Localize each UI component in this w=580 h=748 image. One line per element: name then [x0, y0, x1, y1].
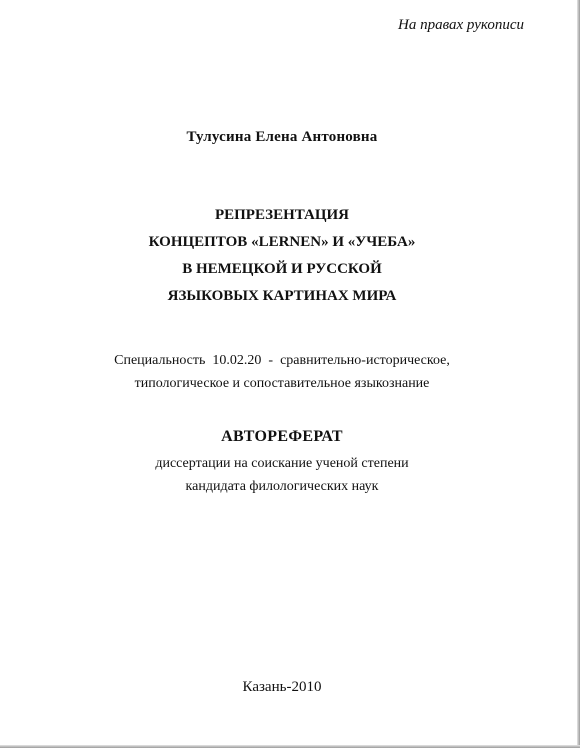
abstract-heading: АВТОРЕФЕРАТ	[221, 428, 343, 445]
specialty-block	[0, 349, 564, 395]
manuscript-rights-note: На правах рукописи	[398, 17, 524, 33]
title-line: ЯЗЫКОВЫХ КАРТИНАХ МИРА	[167, 288, 397, 304]
dissertation-title	[0, 202, 564, 310]
degree-block	[0, 452, 564, 498]
specialty-line: Специальность 10.02.20 - сравнительно-историческое,	[114, 353, 450, 368]
degree-line: кандидата филологических наук	[185, 479, 379, 494]
title-line: КОНЦЕПТОВ «LERNEN» И «УЧЕБА»	[148, 234, 416, 250]
title-line: В НЕМЕЦКОЙ И РУССКОЙ	[182, 261, 382, 277]
specialty-line: типологическое и сопоставительное языкознание	[134, 376, 430, 391]
degree-line: диссертации на соискание ученой степени	[155, 456, 409, 471]
author-name: Тулусина Елена Антоновна	[186, 129, 378, 145]
city-year: Казань-2010	[242, 679, 322, 695]
title-line: РЕПРЕЗЕНТАЦИЯ	[214, 207, 350, 223]
